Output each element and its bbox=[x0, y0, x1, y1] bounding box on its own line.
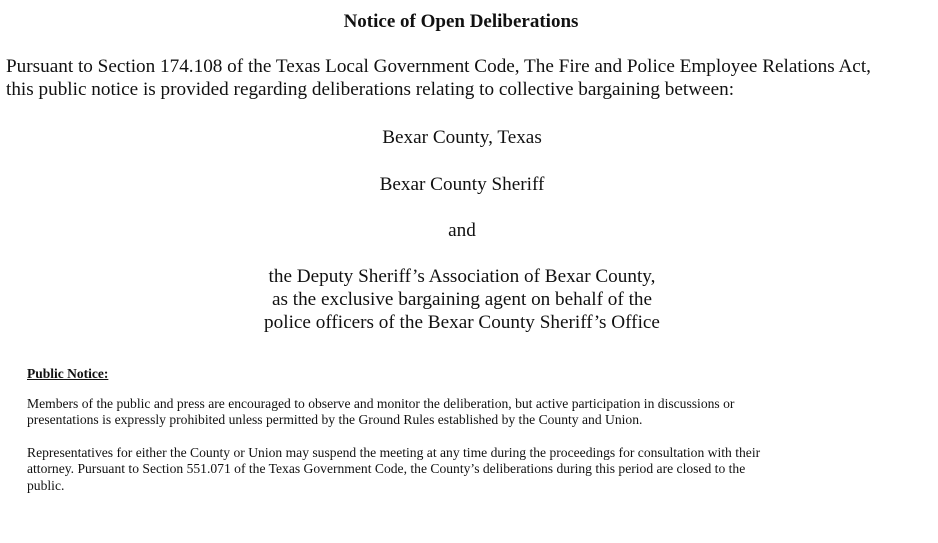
paragraph-line: public. bbox=[27, 477, 65, 493]
party-bexar-county: Bexar County, Texas bbox=[382, 127, 542, 148]
intro-line: Pursuant to Section 174.108 of the Texas Local Government Code, The Fire and Police Employee Relations Act, bbox=[6, 56, 871, 77]
intro-line: this public notice is provided regarding deliberations relating to collective bargaining between: bbox=[6, 79, 735, 100]
party-deputy-sheriffs-association bbox=[0, 265, 924, 334]
intro-paragraph bbox=[6, 55, 931, 101]
association-line: the Deputy Sheriff’s Association of Bexar County, bbox=[268, 266, 656, 287]
public-notice-heading: Public Notice: bbox=[27, 366, 109, 381]
paragraph-line: presentations is expressly prohibited unless permitted by the Ground Rules established by the County and Union. bbox=[27, 412, 643, 428]
association-line: police officers of the Bexar County Sheriff’s Office bbox=[264, 312, 660, 333]
paragraph-line: Members of the public and press are encouraged to observe and monitor the deliberation, but active participation in discussions or bbox=[27, 396, 735, 411]
public-participation-paragraph bbox=[27, 396, 907, 429]
paragraph-line: attorney. Pursuant to Section 551.071 of the Texas Government Code, the County’s deliberations during this period are closed to the bbox=[27, 461, 746, 477]
paragraph-line: Representatives for either the County or Union may suspend the meeting at any time during the proceedings for consultation with their bbox=[27, 445, 761, 460]
party-conjunction: and bbox=[448, 220, 476, 241]
document-title: Notice of Open Deliberations bbox=[343, 11, 579, 32]
association-line: as the exclusive bargaining agent on behalf of the bbox=[271, 289, 653, 310]
party-bexar-county-sheriff: Bexar County Sheriff bbox=[379, 174, 545, 195]
closed-session-paragraph bbox=[27, 445, 907, 494]
